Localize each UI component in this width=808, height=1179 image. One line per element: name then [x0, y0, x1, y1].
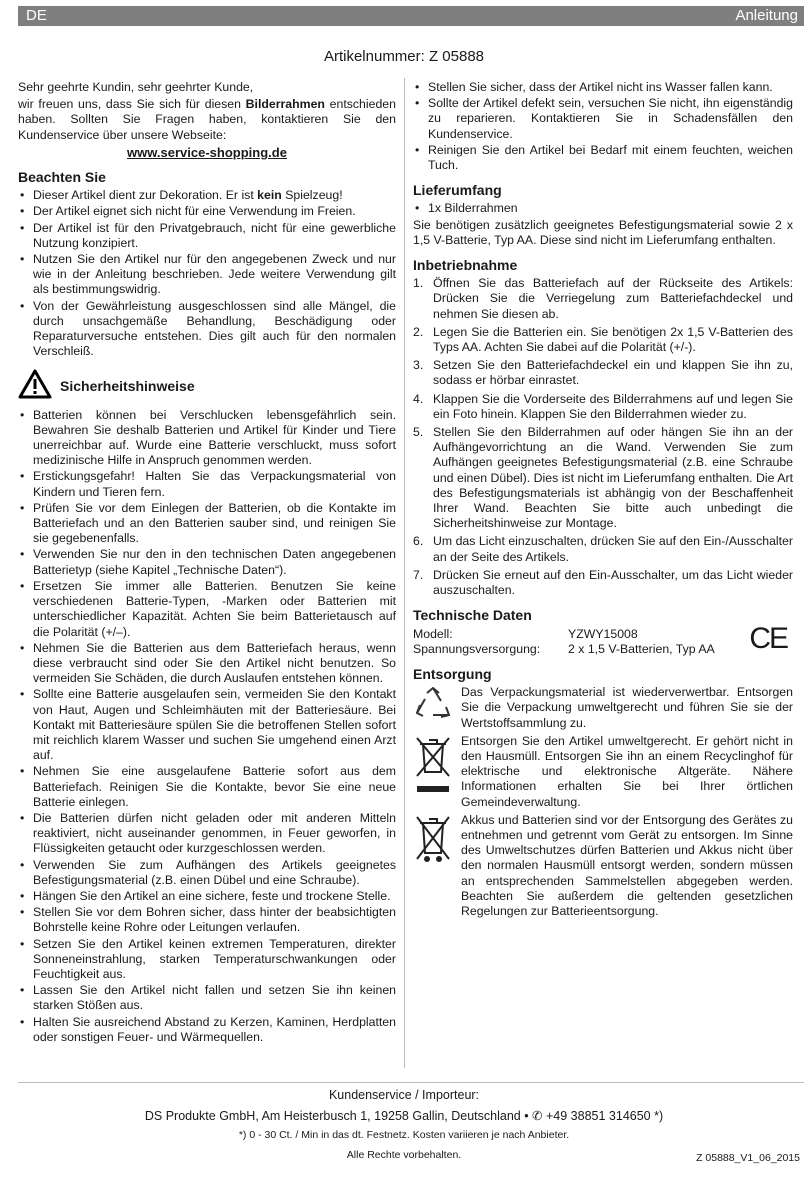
lieferumfang-list	[413, 201, 793, 216]
step-item: 4. Klappen Sie die Vorderseite des Bilderrahmens auf und legen Sie ein Foto hinein. Klappen Sie den Bilderrahmen wieder zu.	[413, 391, 793, 421]
list-item: • 1x Bilderrahmen	[413, 201, 793, 216]
list-item: • Die Batterien dürfen nicht geladen oder mit anderen Mitteln reaktiviert, nicht auseinander genommen, in Feuer geworfen, in Flüssigkeiten getaucht oder kurzgeschlossen werden.	[18, 811, 396, 857]
document-type-label: Anleitung	[735, 7, 798, 24]
list-item: • Setzen Sie den Artikel keinen extremen Temperaturen, direkter Sonneneinstrahlung, starken Temperaturschwankungen oder Feuchtigkeit aus.	[18, 937, 396, 983]
list-item: • Der Artikel ist für den Privatgebrauch, nicht für eine gewerbliche Nutzung konzipiert.	[18, 221, 396, 251]
document-code: Z 05888_V1_06_2015	[696, 1152, 800, 1164]
lieferumfang-heading: Lieferumfang	[413, 182, 502, 199]
list-item: • Sollte eine Batterie ausgelaufen sein, vermeiden Sie den Kontakt von Haut, Augen und Schleimhäuten mit der Batteriesäure. Bei Kontakt mit Batteriesäure spülen Sie die betroffenen Stellen sofort mit reichlich klarem Wasser und suchen Sie umgehend einen Arzt auf.	[18, 687, 396, 763]
tech-row-modell: Modell: YZWY15008	[413, 626, 638, 641]
language-label: DE	[26, 7, 47, 24]
entsorgung-heading: Entsorgung	[413, 665, 492, 682]
step-item: 3. Setzen Sie den Batteriefachdeckel ein und klappen Sie ihn zu, sodass er hörbar einrastet.	[413, 358, 793, 388]
list-item: • Lassen Sie den Artikel nicht fallen und setzen Sie ihn keinen starken Stößen aus.	[18, 983, 396, 1013]
safety-heading: Sicherheitshinweise	[60, 377, 195, 394]
safety-list	[18, 408, 396, 1045]
list-item: • Verwenden Sie zum Aufhängen des Artikels geeignetes Befestigungsmaterial (z.B. einen Dübel und eine Schraube).	[18, 858, 396, 888]
beachten-list	[18, 188, 396, 359]
list-item: • Sollte der Artikel defekt sein, versuchen Sie nicht, ihn eigenständig zu reparieren. Kontaktieren Sie in Schadensfällen den Kundenservice.	[413, 96, 793, 142]
tech-row-power: Spannungsversorgung: 2 x 1,5 V-Batterien, Typ AA	[413, 641, 715, 656]
service-url-link[interactable]: www.service-shopping.de	[127, 144, 287, 160]
list-item: • Verwenden Sie nur den in den technischen Daten angegebenen Batterietyp (siehe Kapitel „Technische Daten“).	[18, 547, 396, 577]
list-item: • Batterien können bei Verschlucken lebensgefährlich sein. Bewahren Sie deshalb Batterien und Artikel für Kinder und Tiere unerreichbar auf. Wurde eine Batterie verschluckt, muss sofort medizinische Hilfe in Anspruch genommen werden.	[18, 408, 396, 469]
technische-daten-table	[413, 621, 793, 657]
product-name: Bilderrahmen	[245, 97, 325, 112]
disposal-packaging: Das Verpackungsmaterial ist wiederverwertbar. Entsorgen Sie die Verpackung umweltgerecht und führen Sie sie der Wertstoffsammlung zu.	[413, 685, 793, 731]
list-item: • Reinigen Sie den Artikel bei Bedarf mit einem feuchten, weichen Tuch.	[413, 143, 793, 173]
footer-cost-note: *) 0 - 30 Ct. / Min in das dt. Festnetz. Kosten variieren je nach Anbieter.	[238, 1129, 570, 1141]
list-item: • Erstickungsgefahr! Halten Sie das Verpackungsmaterial von Kindern und Tieren fern.	[18, 469, 396, 499]
intro-text: wir freuen uns, dass Sie sich für diesen Bilderrahmen entschieden haben. Sollten Sie Fragen haben, kontaktieren Sie den Kundenservice über unsere Webseite:	[18, 97, 396, 142]
ce-mark-icon: CE	[749, 621, 787, 655]
disposal-device: Entsorgen Sie den Artikel umweltgerecht. Er gehört nicht in den Hausmüll. Entsorgen Sie ihn an einem Recyclinghof für elektrische und elektronische Altgeräte. Nähere Informationen erhalten Sie bei Ihrer örtlichen Gemeindeverwaltung.	[413, 734, 793, 810]
list-item: • Hängen Sie den Artikel an eine sichere, feste und trockene Stelle.	[18, 889, 396, 904]
step-item: 7. Drücken Sie erneut auf den Ein-Ausschalter, um das Licht wieder auszuschalten.	[413, 567, 793, 598]
footer	[0, 1088, 808, 1169]
inbetriebnahme-heading: Inbetriebnahme	[413, 257, 518, 274]
list-item: • Von der Gewährleistung ausgeschlossen sind alle Mängel, die durch unsachgemäße Behandlung, Beschädigung oder Reparaturversuche entstehen. Dies gilt auch für den normalen Verschleiß.	[18, 299, 396, 360]
column-divider	[404, 78, 405, 1068]
right-column	[413, 80, 793, 922]
beachten-heading: Beachten Sie	[18, 169, 106, 186]
step-item: 5. Stellen Sie den Bilderrahmen auf oder hängen Sie ihn an der Aufhängevorrichtung an die Wand. Verwenden Sie zum Aufhängen geeignetes Befestigungsmaterial (z.B. eine Schraube und einen Dübel). Dies ist nicht im Lieferumfang enthalten. Die Art des Befestigungsmaterials ist abhängig von der Beschaffenheit Ihrer Wand. Beachten Sie bitte auch unbedingt die Sicherheitshinweise zur Montage.	[413, 425, 793, 531]
list-item: • Prüfen Sie vor dem Einlegen der Batterien, ob die Kontakte im Batteriefach und an den Batterien sauber sind, und reinigen Sie sie gegebenenfalls.	[18, 501, 396, 547]
warning-triangle-icon	[18, 369, 52, 403]
inbetriebnahme-steps	[413, 276, 793, 598]
recycle-icon	[413, 685, 461, 731]
lieferumfang-text: Sie benötigen zusätzlich geeignetes Befestigungsmaterial sowie 2 x 1,5 V-Batterie, Typ AA. Diese sind nicht im Lieferumfang enthalten.	[413, 217, 793, 247]
step-item: 6. Um das Licht einzuschalten, drücken Sie auf den Ein-/Ausschalter an der Seite des Artikels.	[413, 534, 793, 564]
step-item: 2. Legen Sie die Batterien ein. Sie benötigen 2x 1,5 V-Batterien des Typs AA. Achten Sie dabei auf die Polarität (+/-).	[413, 324, 793, 355]
safety-heading-row	[18, 369, 396, 403]
list-item: • Nehmen Sie die Batterien aus dem Batteriefach heraus, wenn diese verbraucht sind oder Sie den Artikel nicht benutzen. So vermeiden Sie Schäden, die durch Auslaufen entstehen können.	[18, 641, 396, 687]
list-item: • Dieser Artikel dient zur Dekoration. Er ist kein Spielzeug!	[18, 188, 396, 203]
list-item: • Stellen Sie sicher, dass der Artikel nicht ins Wasser fallen kann.	[413, 80, 793, 95]
step-item: 1. Öffnen Sie das Batteriefach auf der Rückseite des Artikels: Drücken Sie die Verriegelung zum Batteriefachdeckel und nehmen Sie diesen ab.	[413, 276, 793, 321]
list-item: • Nehmen Sie eine ausgelaufene Batterie sofort aus dem Batteriefach. Reinigen Sie die Kontakte, bevor Sie eine neue Batterie einlegen.	[18, 764, 396, 810]
article-number: Artikelnummer: Z 05888	[323, 48, 485, 65]
left-column	[18, 80, 396, 1046]
technische-daten-heading: Technische Daten	[413, 607, 532, 624]
greeting: Sehr geehrte Kundin, sehr geehrter Kunde,	[18, 80, 254, 94]
footer-divider	[18, 1082, 804, 1083]
list-item: • Stellen Sie vor dem Bohren sicher, dass hinter der beabsichtigten Bohrstelle keine Rohre oder Leitungen verlaufen.	[18, 905, 396, 935]
footer-service-label: Kundenservice / Importeur:	[328, 1088, 480, 1102]
list-item: • Halten Sie ausreichend Abstand zu Kerzen, Kaminen, Herdplatten oder sonstigen Feuer- und Wärmequellen.	[18, 1015, 396, 1045]
disposal-batteries: Akkus und Batterien sind vor der Entsorgung des Gerätes zu entnehmen und getrennt vom Gerät zu entsorgen. Im Sinne des Umweltschutzes dürfen Batterien und Akkus nicht über den normalen Hausmüll entsorgt werden, sondern müssen an entsprechenden Sammelstellen abgegeben werden. Beachten Sie außerdem die geltenden gesetzlichen Regelungen zur Batterieentsorgung.	[413, 813, 793, 919]
list-item: • Der Artikel eignet sich nicht für eine Verwendung im Freien.	[18, 204, 396, 219]
battery-bin-icon	[413, 813, 461, 919]
footer-rights: Alle Rechte vorbehalten.	[346, 1149, 462, 1161]
footer-address: DS Produkte GmbH, Am Heisterbusch 1, 19258 Gallin, Deutschland • ✆ +49 38851 314650 *)	[144, 1109, 664, 1123]
header-bar	[18, 6, 804, 26]
list-item: • Ersetzen Sie immer alle Batterien. Benutzen Sie keine verschiedenen Batterie-Typen, -Marken oder Batterien mit unterschiedlicher Kapazität. Achten Sie beim Batterietausch auf die Polarität (+/–).	[18, 579, 396, 640]
crossed-bin-icon	[413, 734, 461, 810]
safety-list-continued	[413, 80, 793, 173]
list-item: • Nutzen Sie den Artikel nur für den angegebenen Zweck und nur wie in der Anleitung beschrieben. Jede weitere Verwendung gilt als bestimmungswidrig.	[18, 252, 396, 298]
